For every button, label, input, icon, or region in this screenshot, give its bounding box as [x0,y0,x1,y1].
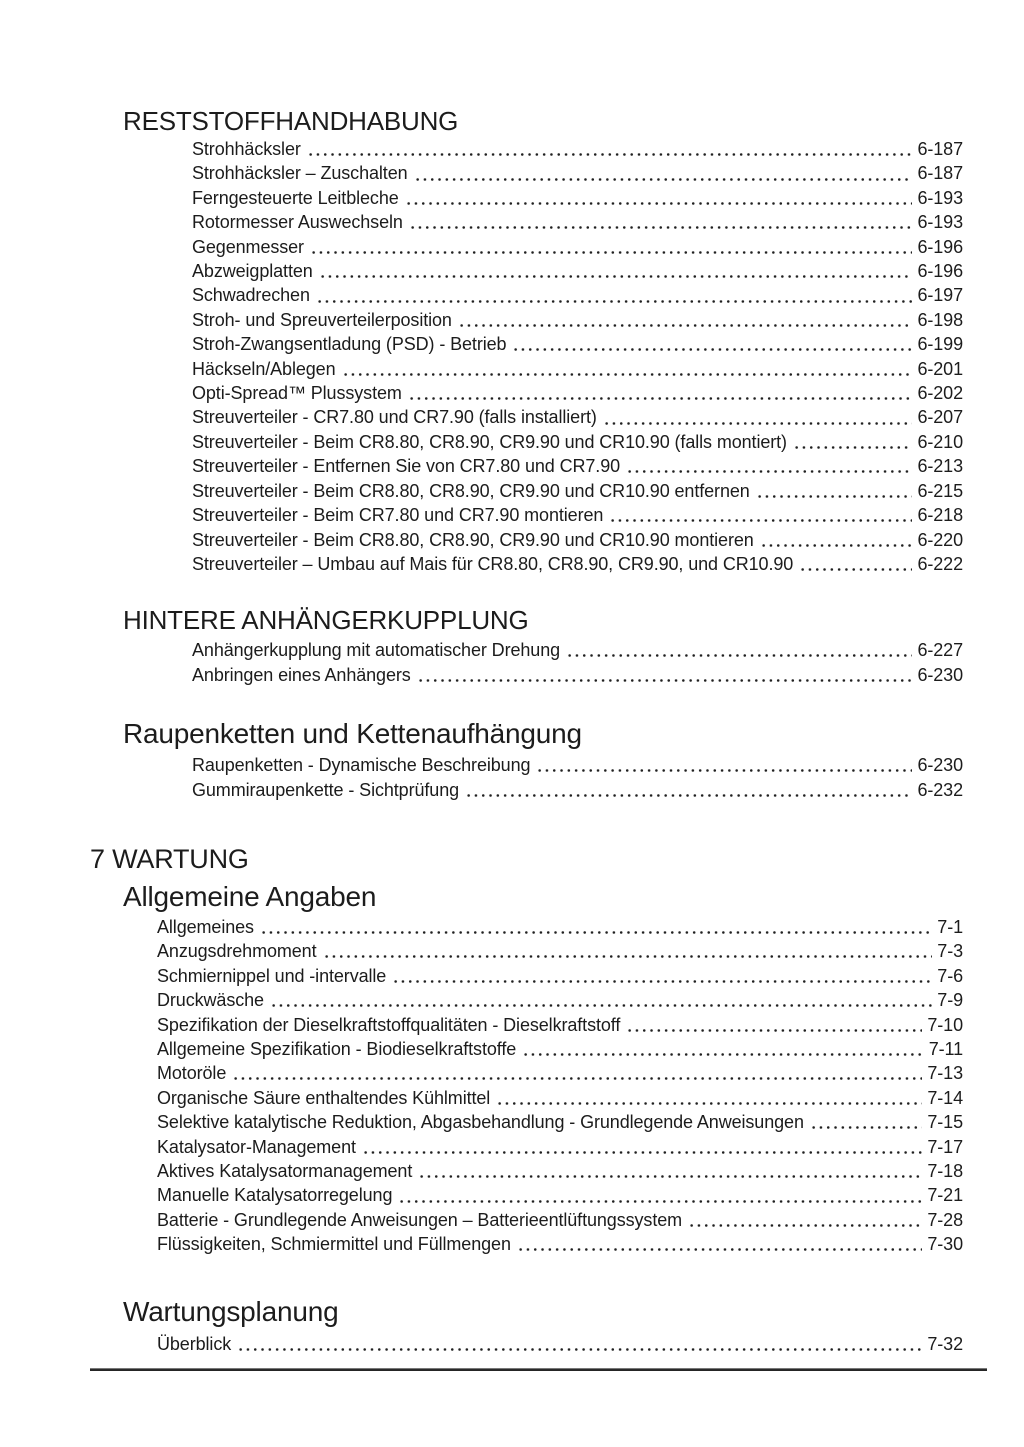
dot-leader [260,915,932,939]
toc-entry [157,1232,963,1256]
toc-entry-title: Anzugsdrehmoment [157,941,317,962]
toc-entry-title: Streuverteiler – Umbau auf Mais für CR8.80, CR8.90, CR9.90, und CR10.90 [192,553,794,574]
toc-entry-page: 6-201 [917,358,963,379]
toc-entry-page: 6-199 [917,334,963,355]
dot-leader [362,1135,922,1159]
toc-entry [157,1037,963,1061]
toc-entry-title: Aktives Katalysatormanagement [157,1161,413,1181]
toc-entry-title: Stroh-Zwangsentladung (PSD) - Betrieb [192,334,507,355]
toc-entry [192,259,963,283]
toc-entry-page: 7-11 [928,1038,963,1059]
toc-entry [192,210,963,234]
dot-leader [536,753,912,777]
toc-entry-title: Gegenmesser [192,236,304,257]
dot-leader [760,528,913,552]
dot-leader [237,1332,922,1356]
toc-entry-title: Allgemeines [157,916,254,937]
toc-entry-title: Anbringen eines Anhängers [192,664,411,685]
toc-entry-title: Überblick [157,1333,232,1354]
toc-entry [192,528,963,552]
dot-leader [626,454,912,478]
toc-entry-title: Streuverteiler - Beim CR8.80, CR8.90, CR9.90 und CR10.90 entfernen [192,480,750,501]
dot-leader [319,259,913,283]
toc-entry [192,381,963,405]
toc-entry [192,405,963,429]
section-heading: 7 WARTUNG [90,843,249,874]
toc-entry-title: Selektive katalytische Reduktion, Abgasbehandlung - Grundlegende Anweisungen [157,1112,804,1133]
section-heading: HINTERE ANHÄNGERKUPPLUNG [123,605,529,636]
toc-entry-page: 7-18 [927,1161,963,1181]
toc-entry-page: 6-202 [917,383,963,404]
dot-leader [793,430,913,454]
toc-entry-title: Allgemeine Spezifikation - Biodieselkraftstoffe [157,1038,517,1059]
toc-entry-title: Streuverteiler - Entfernen Sie von CR7.80 und CR7.90 [192,456,621,477]
toc-entry [192,663,963,687]
toc-entry [192,552,963,576]
toc-entry-title: Stroh- und Spreuverteilerposition [192,309,452,330]
toc-entry [157,915,963,939]
toc-entry-page: 6-215 [917,480,963,501]
dot-leader [496,1086,922,1110]
toc-section [90,842,963,876]
toc-entry [157,988,963,1012]
toc-entry [192,235,963,259]
toc-entry-list [157,1332,963,1356]
toc-entry [192,778,963,802]
toc-entry-page: 6-227 [917,640,963,661]
toc-entry-title: Gummiraupenkette - Sichtprüfung [192,779,460,800]
toc-entry-list [192,638,963,687]
toc-entry-page: 7-28 [927,1209,963,1230]
dot-leader [405,186,913,210]
toc-entry [157,1208,963,1232]
toc-section [90,1295,963,1356]
toc-entry [192,308,963,332]
section-heading: Raupenketten und Kettenaufhängung [123,718,582,750]
toc-entry-title: Opti-Spread™ Plussystem [192,383,402,404]
toc-section [90,880,963,1257]
toc-entry [157,1332,963,1356]
toc-entry-page: 6-218 [917,505,963,526]
toc-entry-page: 6-187 [917,163,963,184]
dot-leader [522,1037,924,1061]
toc-entry-page: 6-193 [917,212,963,233]
toc-entry-page: 6-232 [917,779,963,800]
toc-entry [157,1159,963,1183]
dot-leader [517,1232,923,1256]
toc-sections [90,105,963,1356]
dot-leader [458,308,913,332]
toc-entry-title: Katalysator-Management [157,1136,356,1157]
toc-entry-title: Manuelle Katalysatorregelung [157,1185,393,1206]
toc-entry-title: Ferngesteuerte Leitbleche [192,187,399,208]
toc-entry-title: Strohhäcksler [192,139,301,159]
toc-entry [192,137,963,161]
toc-entry-page: 6-193 [917,187,963,208]
dot-leader [626,1013,922,1037]
toc-entry-page: 7-10 [927,1014,963,1035]
toc-entry-title: Streuverteiler - CR7.80 und CR7.90 (falls installiert) [192,407,597,428]
dot-leader [609,503,912,527]
dot-leader [566,638,912,662]
toc-entry [192,283,963,307]
toc-entry-title: Raupenketten - Dynamische Beschreibung [192,755,531,776]
dot-leader [417,663,913,687]
toc-section [90,717,963,802]
toc-entry-title: Schmiernippel und -intervalle [157,965,387,986]
toc-entry-page: 7-30 [927,1234,963,1255]
toc-entry [157,939,963,963]
toc-entry-title: Streuverteiler - Beim CR7.80 und CR7.90 montieren [192,505,604,526]
toc-entry-title: Anhängerkupplung mit automatischer Drehung [192,640,561,661]
toc-entry-title: Streuverteiler - Beim CR8.80, CR8.90, CR9.90 und CR10.90 montieren [192,529,754,550]
dot-leader [408,381,913,405]
dot-leader [316,283,913,307]
toc-entry-page: 7-6 [937,965,963,986]
toc-entry-page: 7-9 [937,990,963,1011]
toc-entry [192,638,963,662]
dot-leader [603,405,913,429]
dot-leader [232,1061,922,1085]
dot-leader [398,1183,922,1207]
toc-entry-list [157,915,963,1257]
toc-entry [192,753,963,777]
toc-entry [192,479,963,503]
toc-entry-page: 7-1 [937,916,963,937]
toc-entry-page: 6-210 [917,431,963,452]
toc-entry-page: 6-196 [917,261,963,282]
toc-entry-title: Flüssigkeiten, Schmiermittel und Füllmengen [157,1234,511,1255]
toc-entry [157,1086,963,1110]
dot-leader [465,778,912,802]
toc-entry [192,357,963,381]
toc-entry [157,964,963,988]
toc-entry-page: 6-230 [917,664,963,685]
toc-entry-page: 7-13 [927,1063,963,1084]
toc-entry-title: Abzweigplatten [192,261,313,282]
footer-rule [90,1368,987,1371]
toc-entry-page: 7-15 [927,1112,963,1133]
toc-section [90,105,963,576]
dot-leader [307,137,913,161]
section-heading: Wartungsplanung [123,1295,339,1327]
dot-leader [270,988,932,1012]
toc-entry-page: 6-220 [917,529,963,550]
toc-entry [192,332,963,356]
toc-entry-page: 6-230 [917,755,963,776]
toc-entry [192,503,963,527]
dot-leader [342,357,913,381]
toc-entry-page: 6-187 [917,139,963,159]
toc-section [90,604,963,687]
toc-entry-page: 7-14 [927,1087,963,1108]
toc-entry-page: 7-17 [927,1136,963,1157]
toc-entry-title: Schwadrechen [192,285,310,306]
toc-entry [192,186,963,210]
toc-entry-list [192,753,963,802]
toc-entry [157,1061,963,1085]
dot-leader [756,479,913,503]
toc-entry [157,1110,963,1134]
toc-entry-page: 6-197 [917,285,963,306]
toc-entry-title: Motoröle [157,1063,227,1084]
dot-leader [414,161,913,185]
toc-entry [157,1183,963,1207]
section-heading: RESTSTOFFHANDHABUNG [123,106,459,136]
dot-leader [310,235,912,259]
toc-entry-page: 6-222 [917,553,963,574]
toc-entry-title: Batterie - Grundlegende Anweisungen – Batterieentlüftungssystem [157,1209,683,1230]
dot-leader [810,1110,923,1134]
toc-entry [192,161,963,185]
section-heading: Allgemeine Angaben [123,880,377,912]
toc-entry-page: 6-196 [917,236,963,257]
toc-entry [157,1135,963,1159]
toc-entry-page: 7-32 [927,1333,963,1354]
dot-leader [512,332,912,356]
dot-leader [323,939,933,963]
dot-leader [418,1159,922,1183]
toc-entry-page: 7-21 [927,1185,963,1206]
toc-entry-page: 7-3 [937,941,963,962]
toc-entry-page: 6-198 [917,309,963,330]
toc-entry-title: Strohhäcksler – Zuschalten [192,163,408,184]
toc-entry-page: 6-207 [917,407,963,428]
toc-entry-title: Streuverteiler - Beim CR8.80, CR8.90, CR9.90 und CR10.90 (falls montiert) [192,431,787,452]
dot-leader [392,964,932,988]
toc-entry-title: Rotormesser Auswechseln [192,212,403,233]
toc-entry-title: Organische Säure enthaltendes Kühlmittel [157,1087,491,1108]
toc-entry [192,430,963,454]
toc-entry [192,454,963,478]
dot-leader [409,210,913,234]
toc-entry-title: Spezifikation der Dieselkraftstoffqualitäten - Dieselkraftstoff [157,1014,621,1035]
toc-entry-page: 6-213 [917,456,963,477]
dot-leader [688,1208,922,1232]
toc-entry-title: Druckwäsche [157,990,264,1011]
toc-entry [157,1013,963,1037]
toc-entry-list [192,137,963,576]
toc-entry-title: Häckseln/Ablegen [192,358,336,379]
dot-leader [799,552,912,576]
